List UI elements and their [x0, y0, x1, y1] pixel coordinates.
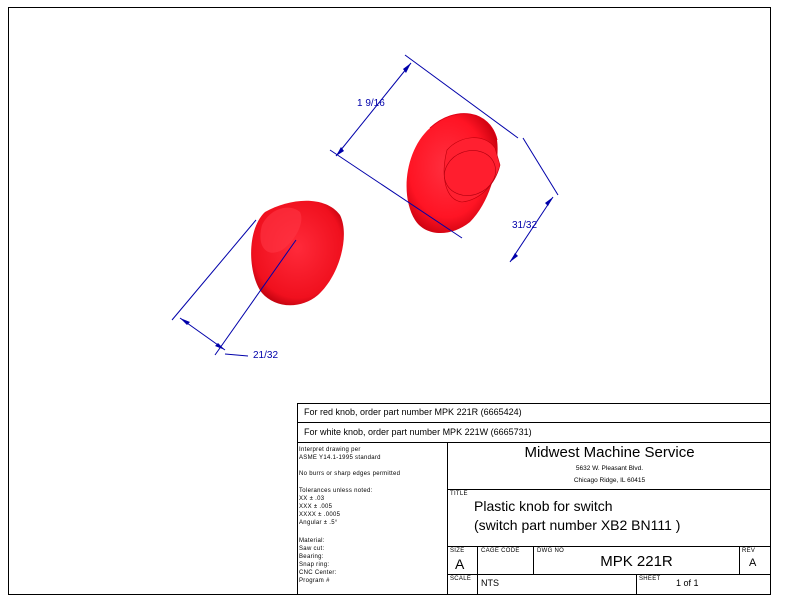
dwg-no-label: DWG NO [537, 548, 565, 554]
company-name: Midwest Machine Service [524, 444, 695, 461]
title-line-2: (switch part number XB2 BN111 ) [474, 517, 681, 533]
company-address-2: Chicago Ridge, IL 60415 [573, 477, 646, 484]
sheet-label: SHEET [639, 576, 661, 582]
small-knob [251, 201, 344, 306]
spec-cnc-center: CNC Center: [299, 570, 337, 576]
spec-tol-xxx: XXX ± .005 [299, 504, 333, 510]
spec-interpret-2: ASME Y14.1-1995 standard [299, 455, 381, 461]
size-value: A [455, 556, 465, 572]
spec-interpret-1: Interpret drawing per [299, 447, 361, 453]
sheet-value: 1 of 1 [676, 578, 699, 588]
spec-tol-angular: Angular ± .5° [299, 520, 338, 526]
spec-bearing: Bearing: [299, 554, 324, 560]
spec-material: Material: [299, 538, 325, 544]
sheet-border [9, 8, 771, 595]
scale-label: SCALE [450, 576, 472, 582]
company-address-1: 5632 W. Pleasant Blvd. [575, 465, 644, 472]
spec-tol-xxxx: XXXX ± .0005 [299, 512, 341, 518]
spec-tol-header: Tolerances unless noted: [299, 488, 373, 494]
dimension-label-small-diameter: 21/32 [253, 350, 279, 361]
note-red-order: For red knob, order part number MPK 221R (6665424) [304, 407, 522, 417]
rev-value: A [749, 557, 757, 569]
rev-label: REV [742, 548, 756, 554]
spec-burrs: No burrs or sharp edges permitted [299, 471, 401, 477]
cage-code-label: CAGE CODE [481, 548, 520, 554]
size-label: SIZE [450, 548, 465, 554]
dimension-label-front-diameter: 31/32 [512, 220, 538, 231]
dwg-no-value: MPK 221R [600, 553, 673, 570]
note-white-order: For white knob, order part number MPK 221W (6665731) [304, 427, 532, 437]
dimension-label-length: 1 9/16 [357, 98, 385, 109]
title-line-1: Plastic knob for switch [474, 498, 613, 514]
spec-snap-ring: Snap ring: [299, 562, 330, 568]
spec-tol-xx: XX ± .03 [299, 496, 325, 502]
large-knob [407, 114, 502, 233]
spec-saw-cut: Saw cut: [299, 546, 325, 552]
spec-program: Program # [299, 578, 330, 584]
scale-value: NTS [481, 578, 499, 588]
title-label: TITLE [450, 491, 468, 497]
